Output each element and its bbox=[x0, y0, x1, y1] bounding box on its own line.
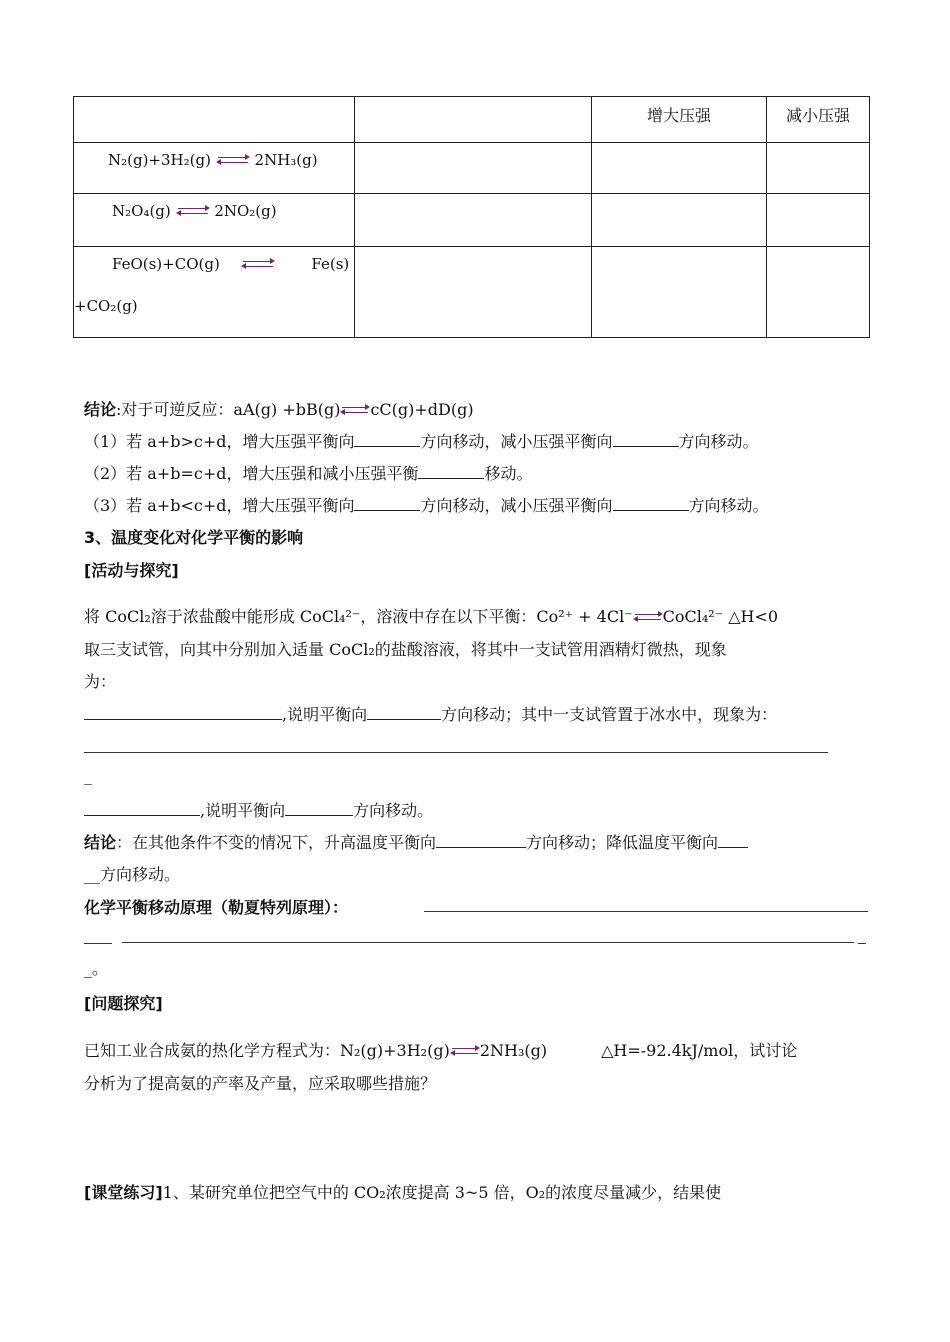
answer-blank[interactable] bbox=[718, 833, 748, 848]
problem-line-2: 分析为了提高氨的产率及产量，应采取哪些措施？ bbox=[84, 1074, 437, 1093]
equilibrium-arrow-icon bbox=[633, 613, 663, 623]
answer-line[interactable] bbox=[122, 942, 854, 943]
conclusion-label: 结论 bbox=[84, 400, 117, 419]
table-cell bbox=[355, 194, 592, 247]
problem-heading: [问题探究] bbox=[84, 994, 163, 1013]
practice-text: 1、某研究单位把空气中的 CO₂浓度提高 3~5 倍，O₂的浓度尽量减少，结果使 bbox=[162, 1183, 722, 1202]
conclusion-temperature-cont: __方向移动。 bbox=[84, 865, 181, 884]
answer-line-end: _ bbox=[84, 766, 92, 785]
table-cell bbox=[767, 194, 870, 247]
equilibrium-arrow-icon bbox=[340, 406, 370, 416]
reaction-right: 2NH₃(g) bbox=[254, 151, 318, 169]
reaction-right: 2NO₂(g) bbox=[214, 202, 277, 220]
header-cell bbox=[355, 97, 592, 143]
reaction-cont: +CO₂(g) bbox=[74, 297, 138, 315]
answer-blank[interactable] bbox=[418, 464, 484, 479]
conclusion-pressure bbox=[84, 397, 474, 420]
answer-line[interactable] bbox=[84, 943, 112, 944]
procedure-line: 为： bbox=[84, 672, 117, 691]
reaction-left: FeO(s)+CO(g) bbox=[112, 255, 220, 273]
procedure-line: 取三支试管，向其中分别加入适量 CoCl₂的盐酸溶液，将其中一支试管用酒精灯微热，现象 bbox=[84, 640, 727, 659]
observation-line-2: ,说明平衡向 方向移动。 bbox=[84, 798, 433, 821]
conclusion-item-1: （1）若 a+b>c+d，增大压强平衡向 方向移动，减小压强平衡向 方向移动。 bbox=[84, 432, 759, 451]
table-cell bbox=[355, 143, 592, 194]
answer-blank[interactable] bbox=[613, 496, 689, 511]
equilibrium-arrow-icon bbox=[450, 1047, 480, 1057]
principle-end: _。 bbox=[84, 959, 109, 978]
answer-blank[interactable] bbox=[84, 801, 200, 816]
answer-line[interactable] bbox=[424, 911, 868, 912]
equilibrium-arrow-icon bbox=[176, 207, 210, 217]
problem-line-1: 已知工业合成氨的热化学方程式为：N₂(g)+3H₂(g) 2NH₃(g) △H=-92.4kJ/mol，试讨论 bbox=[84, 1041, 798, 1060]
answer-blank[interactable] bbox=[436, 833, 526, 848]
answer-blank[interactable] bbox=[84, 705, 282, 720]
answer-blank[interactable] bbox=[354, 432, 420, 447]
equilibrium-arrow-icon bbox=[216, 156, 250, 166]
answer-blank[interactable] bbox=[367, 705, 441, 720]
reaction-left: N₂O₄(g) bbox=[112, 202, 171, 220]
header-increase-pressure: 增大压强 bbox=[592, 97, 767, 143]
answer-blank[interactable] bbox=[354, 496, 420, 511]
conclusion-intro: :对于可逆反应：aA(g) +bB(g) bbox=[116, 400, 341, 419]
conclusion-label: 结论 bbox=[84, 833, 117, 852]
answer-blank[interactable] bbox=[613, 432, 679, 447]
practice-line bbox=[84, 1180, 721, 1203]
reaction-cell bbox=[74, 247, 355, 338]
reaction-cell bbox=[74, 143, 355, 194]
conclusion-temperature: 结论：在其他条件不变的情况下，升高温度平衡向 方向移动；降低温度平衡向 bbox=[84, 830, 748, 853]
reaction-right: Fe(s) bbox=[311, 255, 350, 273]
header-decrease-pressure: 减小压强 bbox=[767, 97, 870, 143]
table-cell bbox=[592, 247, 767, 338]
table-cell bbox=[355, 247, 592, 338]
reaction-left: N₂(g)+3H₂(g) bbox=[108, 151, 211, 169]
pressure-table bbox=[73, 96, 870, 338]
answer-line[interactable] bbox=[858, 943, 866, 944]
reaction-cell bbox=[74, 194, 355, 247]
equilibrium-arrow-icon bbox=[241, 260, 275, 270]
practice-label: [课堂练习] bbox=[84, 1183, 163, 1202]
activity-heading: [活动与探究] bbox=[84, 561, 179, 580]
principle-label: 化学平衡移动原理（勒夏特列原理）： bbox=[84, 898, 349, 917]
conclusion-item-2: （2）若 a+b=c+d，增大压强和减小压强平衡 移动。 bbox=[84, 464, 533, 483]
table-cell bbox=[592, 143, 767, 194]
table-cell bbox=[767, 143, 870, 194]
conclusion-intro-right: cC(g)+dD(g) bbox=[370, 400, 474, 419]
conclusion-item-3: （3）若 a+b<c+d，增大压强平衡向 方向移动，减小压强平衡向 方向移动。 bbox=[84, 496, 769, 515]
header-cell bbox=[74, 97, 355, 143]
section-title: 3、温度变化对化学平衡的影响 bbox=[84, 528, 304, 547]
observation-line-1: ,说明平衡向 方向移动；其中一支试管置于冰水中，现象为： bbox=[84, 702, 777, 725]
answer-line[interactable] bbox=[84, 752, 828, 753]
table-cell bbox=[767, 247, 870, 338]
answer-blank[interactable] bbox=[285, 801, 353, 816]
equilibrium-line: 将 CoCl₂溶于浓盐酸中能形成 CoCl₄²⁻，溶液中存在以下平衡：Co²⁺ + 4Cl⁻ CoCl₄²⁻ △H<0 bbox=[84, 607, 779, 626]
table-cell bbox=[592, 194, 767, 247]
